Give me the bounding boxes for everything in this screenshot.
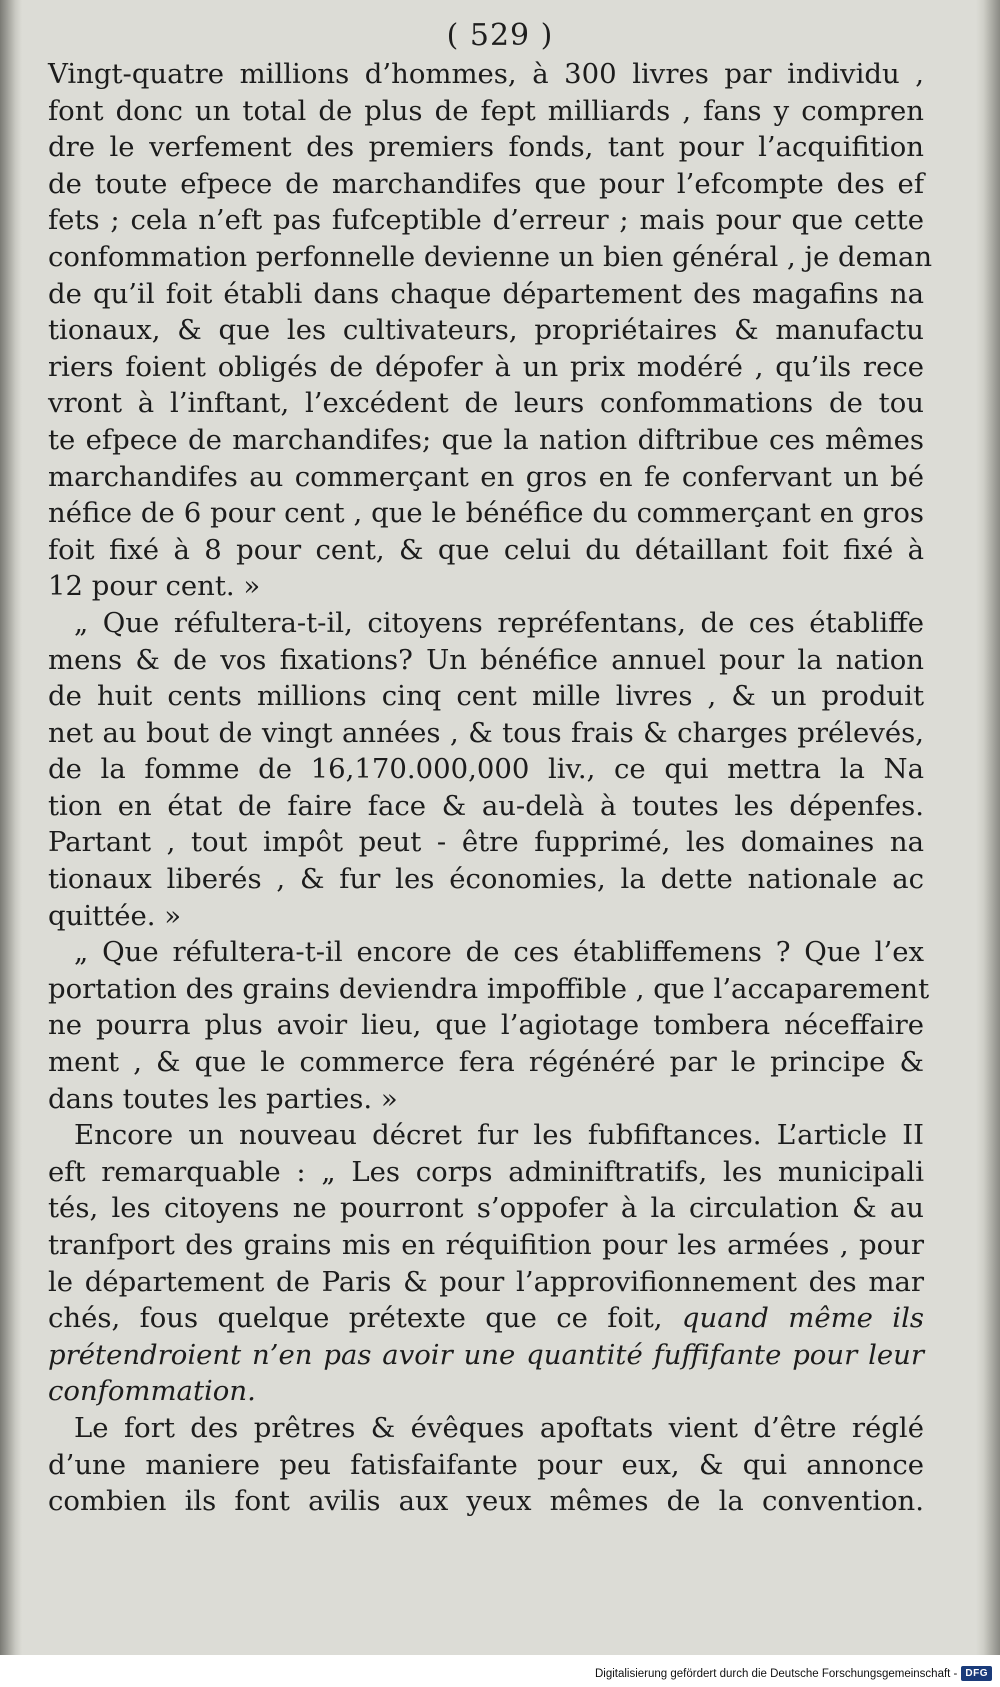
text-line: d’une maniere peu fatisfaifante pour eux, & qui annonce [48, 1448, 924, 1481]
text-line: tionaux liberés , & fur les économies, la dette nationale ac [48, 863, 924, 896]
text-line: tionaux, & que les cultivateurs, propriétaires & manufactu [48, 314, 924, 347]
text-line: 12 pour cent. » [48, 570, 261, 603]
text-line: chés, fous quelque prétexte que ce foit, quand même ils [48, 1302, 924, 1335]
text-line: Partant , tout impôt peut - être fupprimé, les domaines na [48, 826, 924, 859]
text-line: riers foient obligés de dépofer à un prix modéré , qu’ils rece [48, 350, 924, 383]
text-line: quittée. » [48, 899, 182, 932]
text-line: vront à l’inftant, l’excédent de leurs confommations de tou [48, 387, 924, 420]
text-line: combien ils font avilis aux yeux mêmes de la convention. [48, 1485, 924, 1518]
text-line: marchandifes au commerçant en gros en fe confervant un bé [48, 460, 924, 493]
text-line: eft remarquable : „ Les corps adminiftratifs, les municipali [48, 1155, 924, 1188]
text-line: te efpece de marchandifes; que la nation diftribue ces mêmes [48, 423, 924, 456]
text-line: dans toutes les parties. » [48, 1082, 398, 1115]
text-line: fets ; cela n’eft pas fufceptible d’erreur ; mais pour que cette [48, 204, 924, 237]
credit-text: Digitalisierung gefördert durch die Deutsche Forschungsgemeinschaft - [594, 1667, 958, 1680]
text-line: net au bout de vingt années , & tous frais & charges prélevés, [48, 716, 924, 749]
text-line: „ Que réfultera-t-il, citoyens repréfentans, de ces établiffe [74, 606, 924, 639]
text-line: ment , & que le commerce fera régénéré par le principe & [48, 1046, 924, 1079]
text-line: „ Que réfultera-t-il encore de ces établiffemens ? Que l’ex [74, 936, 924, 969]
text-line: foit fixé à 8 pour cent, & que celui du détaillant foit fixé à [48, 533, 924, 566]
text-line: mens & de vos fixations? Un bénéfice annuel pour la nation [48, 643, 924, 676]
page-left-edge-shadow [0, 0, 22, 1655]
text-line: de la fomme de 16,170.000,000 liv., ce qui mettra la Na [48, 753, 924, 786]
digitization-credit [595, 1666, 992, 1681]
text-line: prétendroient n’en pas avoir une quantité fuffifante pour leur [48, 1338, 924, 1371]
text-line: Vingt-quatre millions d’hommes, à 300 livres par individu , [48, 58, 924, 90]
dfg-logo-icon: DFG [961, 1666, 992, 1681]
body-text [48, 56, 933, 1520]
text-line: font donc un total de plus de fept milliards , fans y compren [48, 94, 924, 127]
text-line: de toute efpece de marchandifes que pour l’efcompte des ef [48, 167, 924, 200]
page-right-edge-shadow [976, 0, 1000, 1655]
text-line: portation des grains deviendra impoffible , que l’accaparement [48, 972, 930, 1005]
text-line: confommation. [48, 1375, 256, 1408]
text-line: le département de Paris & pour l’approvifionnement des mar [48, 1265, 924, 1298]
text-line: tranfport des grains mis en réquifition pour les armées , pour [48, 1229, 924, 1261]
text-line: Le fort des prêtres & évêques apoftats vient d’être réglé [74, 1411, 924, 1444]
text-line: de huit cents millions cinq cent mille livres , & un produit [48, 680, 924, 713]
text-line: tion en état de faire face & au-delà à toutes les dépenfes. [48, 789, 924, 822]
text-line: tés, les citoyens ne pourront s’oppofer à la circulation & au [48, 1192, 924, 1225]
text-line: confommation perfonnelle devienne un bien général , je deman [48, 240, 933, 273]
text-line: néfice de 6 pour cent , que le bénéfice du commerçant en gros [48, 497, 924, 530]
text-line: ne pourra plus avoir lieu, que l’agiotage tombera néceffaire [48, 1009, 924, 1042]
text-line: Encore un nouveau décret fur les fubfiftances. L’article II [74, 1119, 924, 1152]
page-number: ( 529 ) [446, 18, 554, 53]
text-line: dre le verfement des premiers fonds, tant pour l’acquifition [48, 131, 924, 164]
text-line: de qu’il foit établi dans chaque département des magafins na [48, 277, 924, 310]
